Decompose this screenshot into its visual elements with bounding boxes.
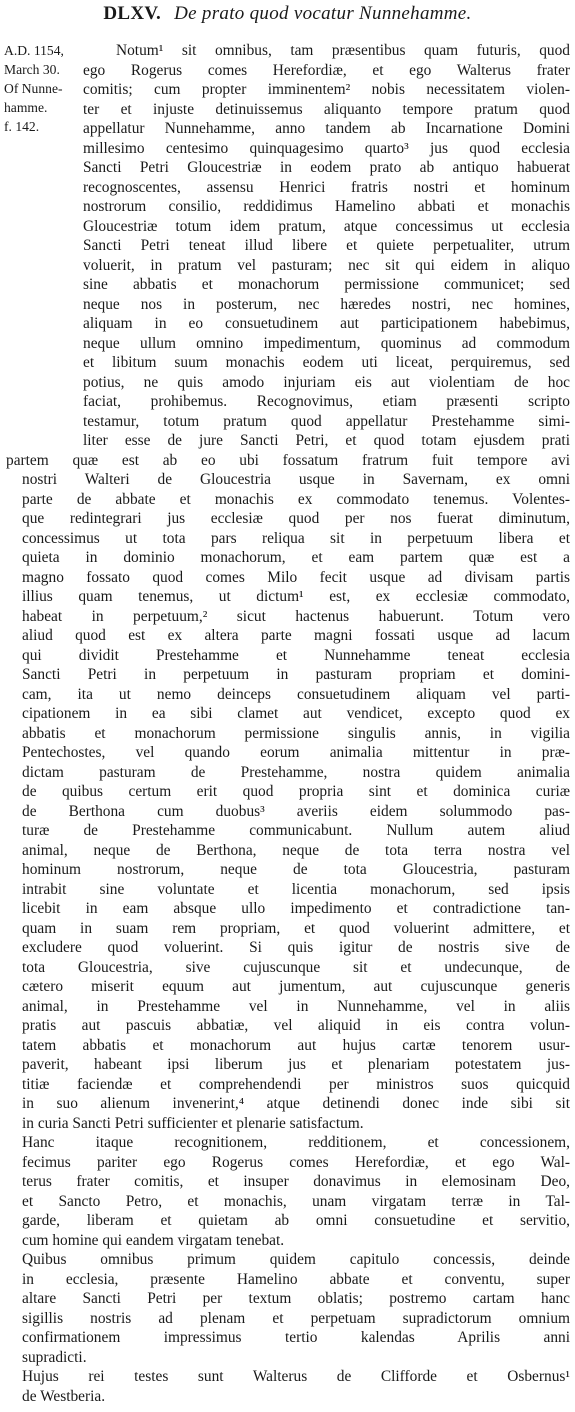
- text-line: tota Gloucestria, sive cujuscunque sit et undecunque, de: [22, 958, 570, 976]
- text-line: quam in suam rem propriam, et quod voluerint admittere, et: [22, 919, 570, 937]
- charter-title: De prato quod vocatur Nunnehamme.: [174, 3, 472, 24]
- text-line: Sancti Petri teneat illud libere et quiete perpetualiter, utrum: [83, 237, 570, 254]
- text-line: terus frater comitis, et insuper donavimus in elemosinam Deo,: [22, 1173, 570, 1190]
- text-line: supradicti.: [22, 1348, 87, 1366]
- text-line: millesimo centesimo quinquagesimo quarto³ jus quod ecclesia: [83, 139, 570, 157]
- text-line: aliud quod est ex altera parte magni fossati usque ad lacum: [22, 627, 570, 644]
- margin-folio: f. 142.: [4, 119, 40, 134]
- text-line: que redintegrari jus ecclesiæ quod per nos fuerat diminutum,: [22, 510, 570, 527]
- text-line: cætero miserit equum aut jumentum, aut cujuscunque generis: [22, 978, 570, 995]
- text-line: animal, neque de Berthona, neque de tota terra nostra vel: [22, 841, 570, 859]
- text-line: illius quam tenemus, ut dictum¹ est, ex ecclesiæ commodato,: [22, 588, 570, 605]
- text-line: altare Sancti Petri per textum oblatis; postremo cartam hanc: [22, 1290, 570, 1307]
- text-line: parte de abbate et monachis ex commodato tenemus. Volentes-: [22, 490, 570, 508]
- text-line: licebit in eam absque ullo impedimento et contradictione tan-: [22, 900, 570, 917]
- text-line: paverit, habeant ipsi liberum jus et plenariam potestatem jus-: [22, 1056, 570, 1073]
- text-line: aliquam in eo consuetudinem aut participationem habebimus,: [83, 315, 570, 332]
- text-line: neque ullum omnino impedimentum, quominus ad commodum: [83, 334, 570, 352]
- margin-subject: Of Nunne-: [4, 81, 63, 96]
- text-line: partem quæ est ab eo ubi fossatum fratrum fuit tempore avi: [6, 451, 570, 469]
- margin-subject-cont: hamme.: [4, 100, 48, 115]
- text-line: animal, in Prestehamme vel in Nunnehamme, vel in aliis: [22, 997, 570, 1015]
- charter-text: [6, 41, 570, 1406]
- text-line: faciat, prohibemus. Recognovimus, etiam præsenti scripto: [83, 393, 570, 410]
- text-line: et Sancto Petro, et monachis, unam virgatam terræ in Tal-: [22, 1192, 570, 1210]
- text-line: ter et injuste detinuissemus aliquanto tempore pratum quod: [83, 100, 570, 118]
- text-line: sine abbatis et monachorum permissione communicet; sed: [83, 276, 570, 293]
- text-line: Gloucestriæ totum idem pratum, atque concessimus ut ecclesia: [83, 217, 570, 235]
- text-line: cum homine qui eandem virgatam tenebat.: [22, 1231, 285, 1249]
- text-line: magno fossato quod comes Milo fecit usque ad divisam partis: [22, 568, 570, 586]
- text-line: Quibus omnibus primum quidem capitulo concessis, deinde: [22, 1251, 570, 1268]
- text-line: potius, ne quis amodo injuriam eis aut violentiam de hoc: [83, 373, 570, 391]
- text-line: excludere quod voluerint. Si quis igitur de nostris sive de: [22, 939, 570, 956]
- text-line: de quibus certum erit quod propria sint et dominica curiæ: [22, 783, 570, 800]
- text-line: neque nos in posterum, nec hæredes nostri, nec homines,: [83, 295, 570, 313]
- text-line: intrabit sine voluntate et licentia monachorum, sed ipsis: [22, 880, 570, 898]
- text-line: titiæ faciendæ et comprehendendi per ministros suos quicquid: [22, 1075, 570, 1093]
- charter-heading: [0, 4, 575, 24]
- text-line: quieta in dominio monachorum, et eam partem quæ est a: [22, 549, 570, 566]
- text-line: sigillis nostris ad plenam et perpetuam supradictorum omnium: [22, 1309, 570, 1327]
- text-line: in curia Sancti Petri sufficienter et plenarie satisfactum.: [22, 1114, 364, 1132]
- text-line: in suo alienum invenerint,⁴ atque detinendi donec inde sibi sit: [22, 1095, 570, 1112]
- text-line: dictam pasturam de Prestehamme, nostra quidem animalia: [22, 763, 570, 781]
- text-line: concessimus ut tota pars reliqua sit in perpetuum libera et: [22, 529, 570, 547]
- text-line: turæ de Prestehamme communicabunt. Nullum autem aliud: [22, 822, 570, 839]
- text-line: et libitum suum monachis eodem uti liceat, perquiremus, sed: [83, 354, 570, 371]
- charter-number: DLXV.: [103, 3, 162, 24]
- margin-date-day: March 30.: [4, 62, 60, 77]
- text-line: cam, ita ut nemo deinceps consuetudinem aliquam vel parti-: [22, 685, 570, 703]
- text-line: cipationem in ea sibi clamet aut vendicet, excepto quod ex: [22, 705, 570, 722]
- text-line: de Berthona cum duobus³ averiis eidem solummodo pas-: [22, 802, 570, 820]
- text-line: testamur, totum pratum quod appellatur Prestehamme simi-: [83, 412, 570, 430]
- text-line: nostri Walteri de Gloucestria usque in Savernam, ex omni: [22, 471, 570, 488]
- text-line: appellatur Nunnehamme, anno tandem ab Incarnatione Domini: [83, 120, 570, 137]
- text-line: Sancti Petri in perpetuum in pasturam propriam et domini-: [22, 666, 570, 683]
- text-line: Notum¹ sit omnibus, tam præsentibus quam futuris, quod: [116, 42, 570, 59]
- text-line: abbatis et monachorum permissione singulis annis, in vigilia: [22, 724, 570, 742]
- text-line: habeat in perpetuum,² sicut hactenus habuerunt. Totum vero: [22, 607, 570, 625]
- text-line: tatem abbatis et monachorum aut hujus cartæ tenorem usur-: [22, 1036, 570, 1054]
- text-line: Hujus rei testes sunt Walterus de Clifforde et Osbernus¹: [22, 1368, 570, 1385]
- text-line: garde, liberam et quietam ab omni consuetudine et servitio,: [22, 1212, 570, 1229]
- text-line: pratis aut pascuis abbatiæ, vel aliquid in eis contra volun-: [22, 1017, 570, 1034]
- text-line: Pentechostes, vel quando eorum animalia mittentur in præ-: [22, 744, 570, 761]
- text-line: qui dividit Prestehamme et Nunnehamme teneat ecclesia: [22, 646, 570, 664]
- text-line: comitis; cum propter imminentem² nobis necessitatem violen-: [83, 81, 570, 98]
- text-line: voluerit, in pratum vel pasturam; nec sit qui eidem in aliquo: [83, 256, 570, 274]
- text-line: Hanc itaque recognitionem, redditionem, et concessionem,: [22, 1134, 570, 1151]
- text-line: in ecclesia, præsente Hamelino abbate et conventu, super: [22, 1270, 570, 1288]
- text-line: fecimus pariter ego Rogerus comes Herefordiæ, et ego Wal-: [22, 1153, 570, 1171]
- text-line: recognoscentes, assensu Henrici fratris nostri et hominum: [83, 178, 570, 196]
- text-line: nostrorum consilio, reddidimus Hamelino abbati et monachis: [83, 198, 570, 215]
- margin-date-year: A.D. 1154,: [4, 43, 64, 58]
- text-line: ego Rogerus comes Herefordiæ, et ego Walterus frater: [83, 61, 570, 79]
- text-line: Sancti Petri Gloucestriæ in eodem prato ab antiquo habuerat: [83, 159, 570, 176]
- text-line: confirmationem impressimus tertio kalendas Aprilis anni: [22, 1329, 570, 1346]
- text-line: de Westberia.: [22, 1387, 106, 1405]
- text-line: liter esse de jure Sancti Petri, et quod totam ejusdem prati: [83, 432, 570, 449]
- text-line: hominum nostrorum, neque de tota Gloucestria, pasturam: [22, 861, 570, 878]
